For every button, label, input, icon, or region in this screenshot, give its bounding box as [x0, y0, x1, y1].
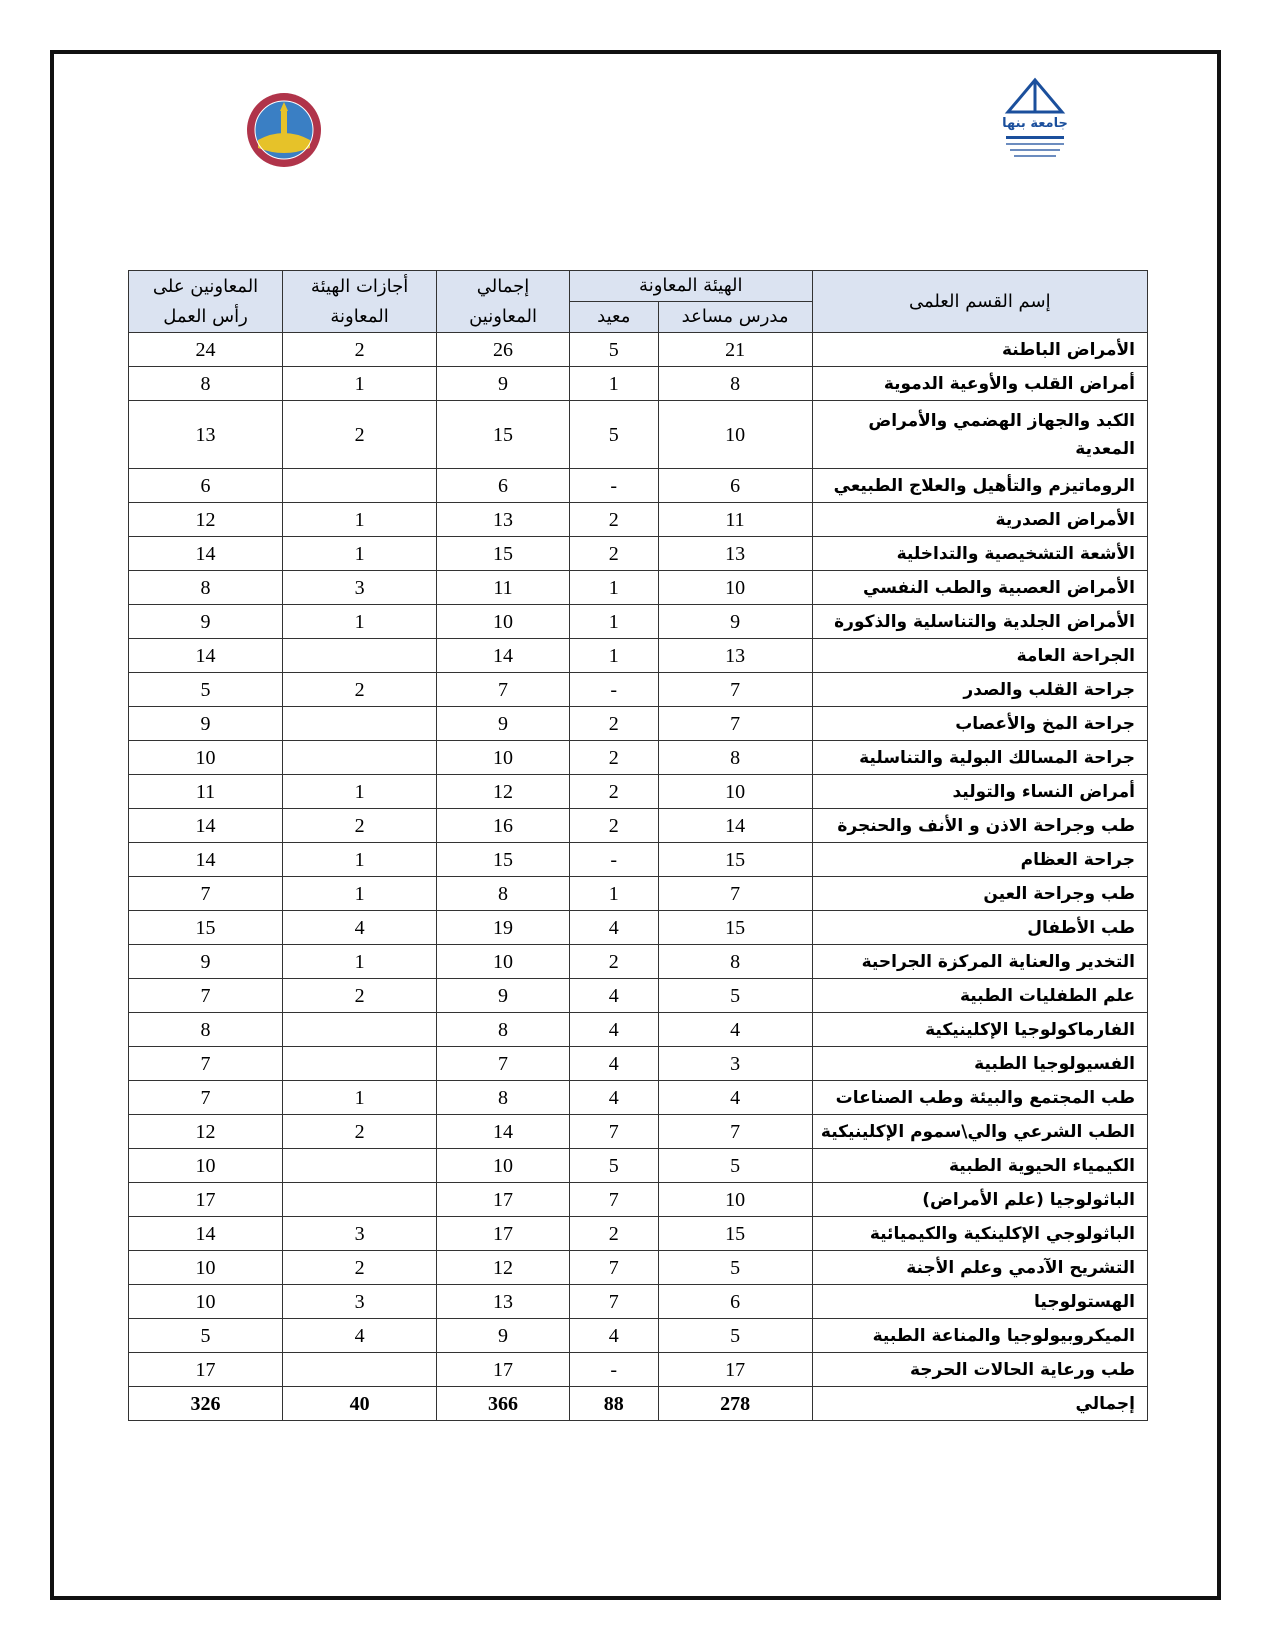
header-total [437, 271, 570, 333]
cell-demonstrator: 2 [569, 1217, 658, 1251]
cell-demonstrator: 2 [569, 775, 658, 809]
cell-leave: 3 [283, 571, 437, 605]
cell-assistant-lecturer: 8 [658, 741, 812, 775]
cell-department: طب ورعاية الحالات الحرجة [812, 1353, 1147, 1387]
table-row [129, 707, 1148, 741]
cell-leave: 2 [283, 809, 437, 843]
table-row [129, 503, 1148, 537]
cell-on-duty: 8 [129, 571, 283, 605]
cell-assistant-lecturer: 10 [658, 571, 812, 605]
university-logo-text: جامعة بنها [1002, 116, 1068, 131]
cell-demonstrator: 4 [569, 1081, 658, 1115]
cell-department: الروماتيزم والتأهيل والعلاج الطبيعي [812, 469, 1147, 503]
cell-demonstrator: 2 [569, 741, 658, 775]
cell-on-duty: 14 [129, 843, 283, 877]
table-row [129, 1217, 1148, 1251]
cell-department: طب المجتمع والبيئة وطب الصناعات [812, 1081, 1147, 1115]
cell-total: 14 [437, 639, 570, 673]
table-row [129, 367, 1148, 401]
cell-total: 14 [437, 1115, 570, 1149]
cell-on-duty: 7 [129, 1081, 283, 1115]
cell-on-duty: 8 [129, 367, 283, 401]
cell-assistant-lecturer: 17 [658, 1353, 812, 1387]
cell-assistant-lecturer: 7 [658, 673, 812, 707]
header-leave [283, 271, 437, 333]
cell-demonstrator: 1 [569, 571, 658, 605]
cell-demonstrator: 7 [569, 1115, 658, 1149]
cell-assistant-lecturer: 11 [658, 503, 812, 537]
cell-department: الطب الشرعي والي\سموم الإكلينيكية [812, 1115, 1147, 1149]
cell-demonstrator: 2 [569, 707, 658, 741]
cell-leave [283, 707, 437, 741]
cell-leave: 2 [283, 333, 437, 367]
cell-department: الأمراض الجلدية والتناسلية والذكورة [812, 605, 1147, 639]
cell-leave: 4 [283, 911, 437, 945]
table-row [129, 1183, 1148, 1217]
cell-demonstrator: - [569, 1353, 658, 1387]
cell-demonstrator: 7 [569, 1285, 658, 1319]
cell-total: 15 [437, 401, 570, 469]
cell-total: 9 [437, 707, 570, 741]
cell-department: أمراض النساء والتوليد [812, 775, 1147, 809]
table-total-row [129, 1387, 1148, 1421]
cell-demonstrator: - [569, 469, 658, 503]
cell-total: 17 [437, 1183, 570, 1217]
cell-assistant-lecturer: 5 [658, 1319, 812, 1353]
cell-on-duty: 10 [129, 741, 283, 775]
cell-leave [283, 639, 437, 673]
table-row [129, 1285, 1148, 1319]
cell-demonstrator: 2 [569, 503, 658, 537]
cell-total: 9 [437, 367, 570, 401]
total-on-duty: 326 [129, 1387, 283, 1421]
cell-total: 7 [437, 673, 570, 707]
table-row [129, 809, 1148, 843]
cell-on-duty: 24 [129, 333, 283, 367]
cell-demonstrator: 4 [569, 1319, 658, 1353]
cell-assistant-lecturer: 15 [658, 911, 812, 945]
table-row [129, 775, 1148, 809]
cell-assistant-lecturer: 8 [658, 945, 812, 979]
cell-leave [283, 1013, 437, 1047]
cell-on-duty: 6 [129, 469, 283, 503]
cell-total: 7 [437, 1047, 570, 1081]
header-on-duty-line1: المعاونين على [152, 275, 259, 297]
cell-on-duty: 17 [129, 1183, 283, 1217]
cell-on-duty: 14 [129, 1217, 283, 1251]
cell-department: الباثولوجي الإكلينكية والكيميائية [812, 1217, 1147, 1251]
cell-demonstrator: - [569, 673, 658, 707]
table-row [129, 1081, 1148, 1115]
cell-total: 11 [437, 571, 570, 605]
cell-on-duty: 14 [129, 537, 283, 571]
cell-on-duty: 14 [129, 639, 283, 673]
cell-assistant-lecturer: 3 [658, 1047, 812, 1081]
table-row [129, 741, 1148, 775]
cell-leave [283, 1353, 437, 1387]
cell-department: طب وجراحة الاذن و الأنف والحنجرة [812, 809, 1147, 843]
cell-department: الأمراض العصبية والطب النفسي [812, 571, 1147, 605]
cell-department: الكيمياء الحيوية الطبية [812, 1149, 1147, 1183]
header-total-line2: المعاونين [469, 305, 537, 327]
table-row [129, 469, 1148, 503]
header-on-duty-line2: رأس العمل [163, 305, 248, 327]
cell-on-duty: 13 [129, 401, 283, 469]
cell-assistant-lecturer: 15 [658, 843, 812, 877]
assistant-staff-table [128, 270, 1148, 1421]
table-row [129, 979, 1148, 1013]
cell-demonstrator: 4 [569, 1013, 658, 1047]
cell-leave: 3 [283, 1217, 437, 1251]
table-body [129, 333, 1148, 1421]
cell-assistant-lecturer: 13 [658, 537, 812, 571]
cell-on-duty: 17 [129, 1353, 283, 1387]
header-demonstrator: معيد [569, 302, 658, 333]
header-on-duty [129, 271, 283, 333]
cell-total: 13 [437, 503, 570, 537]
cell-department: جراحة العظام [812, 843, 1147, 877]
cell-leave: 3 [283, 1285, 437, 1319]
cell-on-duty: 9 [129, 945, 283, 979]
faculty-seal-icon [246, 92, 322, 168]
table-row [129, 1319, 1148, 1353]
cell-leave [283, 741, 437, 775]
cell-leave [283, 1183, 437, 1217]
cell-leave: 2 [283, 1251, 437, 1285]
table-row [129, 877, 1148, 911]
cell-assistant-lecturer: 8 [658, 367, 812, 401]
cell-leave: 1 [283, 775, 437, 809]
cell-department: الجراحة العامة [812, 639, 1147, 673]
cell-department: الفسيولوجيا الطبية [812, 1047, 1147, 1081]
cell-department: الهستولوجيا [812, 1285, 1147, 1319]
cell-department: الكبد والجهاز الهضمي والأمراض المعدية [812, 401, 1147, 469]
cell-leave: 4 [283, 1319, 437, 1353]
cell-assistant-lecturer: 10 [658, 775, 812, 809]
total-assistant-lecturer: 278 [658, 1387, 812, 1421]
cell-leave: 2 [283, 979, 437, 1013]
cell-total: 16 [437, 809, 570, 843]
cell-assistant-lecturer: 4 [658, 1081, 812, 1115]
cell-assistant-lecturer: 4 [658, 1013, 812, 1047]
cell-demonstrator: 1 [569, 639, 658, 673]
cell-on-duty: 5 [129, 1319, 283, 1353]
cell-department: الأشعة التشخيصية والتداخلية [812, 537, 1147, 571]
cell-on-duty: 9 [129, 605, 283, 639]
header-leave-line2: المعاونة [330, 305, 389, 327]
table-row [129, 843, 1148, 877]
cell-on-duty: 8 [129, 1013, 283, 1047]
cell-assistant-lecturer: 13 [658, 639, 812, 673]
cell-leave: 2 [283, 1115, 437, 1149]
cell-demonstrator: 5 [569, 401, 658, 469]
cell-department: الأمراض الباطنة [812, 333, 1147, 367]
cell-demonstrator: 5 [569, 1149, 658, 1183]
total-demonstrator: 88 [569, 1387, 658, 1421]
cell-leave: 1 [283, 367, 437, 401]
cell-department: الأمراض الصدرية [812, 503, 1147, 537]
cell-total: 9 [437, 1319, 570, 1353]
cell-leave: 1 [283, 537, 437, 571]
cell-demonstrator: 4 [569, 911, 658, 945]
cell-leave: 1 [283, 605, 437, 639]
cell-total: 9 [437, 979, 570, 1013]
cell-assistant-lecturer: 10 [658, 401, 812, 469]
cell-assistant-lecturer: 14 [658, 809, 812, 843]
cell-assistant-lecturer: 7 [658, 1115, 812, 1149]
cell-leave [283, 1047, 437, 1081]
cell-demonstrator: 5 [569, 333, 658, 367]
cell-on-duty: 12 [129, 1115, 283, 1149]
cell-leave: 1 [283, 877, 437, 911]
cell-leave: 1 [283, 1081, 437, 1115]
cell-total: 8 [437, 1081, 570, 1115]
table-row [129, 673, 1148, 707]
cell-total: 8 [437, 1013, 570, 1047]
table-row [129, 1013, 1148, 1047]
table-row [129, 605, 1148, 639]
cell-leave: 1 [283, 945, 437, 979]
cell-demonstrator: - [569, 843, 658, 877]
cell-total: 26 [437, 333, 570, 367]
cell-on-duty: 7 [129, 877, 283, 911]
cell-department: طب وجراحة العين [812, 877, 1147, 911]
cell-total: 6 [437, 469, 570, 503]
cell-assistant-lecturer: 6 [658, 469, 812, 503]
cell-leave [283, 469, 437, 503]
table-row [129, 1149, 1148, 1183]
cell-demonstrator: 2 [569, 809, 658, 843]
cell-leave: 2 [283, 401, 437, 469]
table-row [129, 1047, 1148, 1081]
cell-leave [283, 1149, 437, 1183]
cell-total: 15 [437, 843, 570, 877]
cell-department: الميكروبيولوجيا والمناعة الطبية [812, 1319, 1147, 1353]
cell-department: جراحة المخ والأعصاب [812, 707, 1147, 741]
cell-total: 10 [437, 605, 570, 639]
cell-demonstrator: 1 [569, 367, 658, 401]
cell-leave: 2 [283, 673, 437, 707]
cell-total: 12 [437, 775, 570, 809]
cell-on-duty: 14 [129, 809, 283, 843]
table-row [129, 401, 1148, 469]
cell-department: التشريح الآدمي وعلم الأجنة [812, 1251, 1147, 1285]
cell-demonstrator: 2 [569, 945, 658, 979]
table-row [129, 639, 1148, 673]
cell-assistant-lecturer: 7 [658, 877, 812, 911]
cell-assistant-lecturer: 5 [658, 979, 812, 1013]
cell-demonstrator: 1 [569, 605, 658, 639]
cell-assistant-lecturer: 5 [658, 1149, 812, 1183]
cell-department: جراحة القلب والصدر [812, 673, 1147, 707]
table-row [129, 333, 1148, 367]
cell-on-duty: 10 [129, 1149, 283, 1183]
cell-demonstrator: 7 [569, 1251, 658, 1285]
cell-assistant-lecturer: 5 [658, 1251, 812, 1285]
cell-on-duty: 10 [129, 1285, 283, 1319]
table-row [129, 1353, 1148, 1387]
cell-total: 17 [437, 1217, 570, 1251]
cell-department: الفارماكولوجيا الإكلينيكية [812, 1013, 1147, 1047]
total-label: إجمالي [812, 1387, 1147, 1421]
cell-total: 12 [437, 1251, 570, 1285]
cell-total: 13 [437, 1285, 570, 1319]
cell-total: 10 [437, 1149, 570, 1183]
cell-department: علم الطفليات الطبية [812, 979, 1147, 1013]
cell-department: التخدير والعناية المركزة الجراحية [812, 945, 1147, 979]
table-row [129, 945, 1148, 979]
header-department: إسم القسم العلمى [812, 271, 1147, 333]
header-total-line1: إجمالي [476, 275, 530, 297]
cell-on-duty: 12 [129, 503, 283, 537]
cell-department: أمراض القلب والأوعية الدموية [812, 367, 1147, 401]
cell-total: 10 [437, 945, 570, 979]
cell-department: طب الأطفال [812, 911, 1147, 945]
cell-leave: 1 [283, 503, 437, 537]
table-row [129, 911, 1148, 945]
header-assistant-staff: الهيئة المعاونة [569, 271, 812, 302]
cell-demonstrator: 1 [569, 877, 658, 911]
cell-on-duty: 7 [129, 1047, 283, 1081]
cell-demonstrator: 4 [569, 979, 658, 1013]
cell-total: 15 [437, 537, 570, 571]
table-row [129, 537, 1148, 571]
table-row [129, 571, 1148, 605]
cell-total: 8 [437, 877, 570, 911]
table-row [129, 1251, 1148, 1285]
cell-department: جراحة المسالك البولية والتناسلية [812, 741, 1147, 775]
cell-total: 10 [437, 741, 570, 775]
cell-on-duty: 7 [129, 979, 283, 1013]
cell-on-duty: 10 [129, 1251, 283, 1285]
header-leave-line1: أجازات الهيئة [310, 275, 409, 297]
total-leave: 40 [283, 1387, 437, 1421]
cell-assistant-lecturer: 15 [658, 1217, 812, 1251]
cell-total: 17 [437, 1353, 570, 1387]
table-row [129, 1115, 1148, 1149]
cell-on-duty: 15 [129, 911, 283, 945]
cell-assistant-lecturer: 7 [658, 707, 812, 741]
total-total: 366 [437, 1387, 570, 1421]
cell-total: 19 [437, 911, 570, 945]
cell-leave: 1 [283, 843, 437, 877]
cell-on-duty: 5 [129, 673, 283, 707]
cell-department: الباثولوجيا (علم الأمراض) [812, 1183, 1147, 1217]
cell-assistant-lecturer: 9 [658, 605, 812, 639]
cell-demonstrator: 2 [569, 537, 658, 571]
cell-assistant-lecturer: 21 [658, 333, 812, 367]
cell-assistant-lecturer: 6 [658, 1285, 812, 1319]
cell-on-duty: 9 [129, 707, 283, 741]
cell-assistant-lecturer: 10 [658, 1183, 812, 1217]
header-assistant-lecturer: مدرس مساعد [658, 302, 812, 333]
cell-demonstrator: 4 [569, 1047, 658, 1081]
cell-on-duty: 11 [129, 775, 283, 809]
cell-demonstrator: 7 [569, 1183, 658, 1217]
